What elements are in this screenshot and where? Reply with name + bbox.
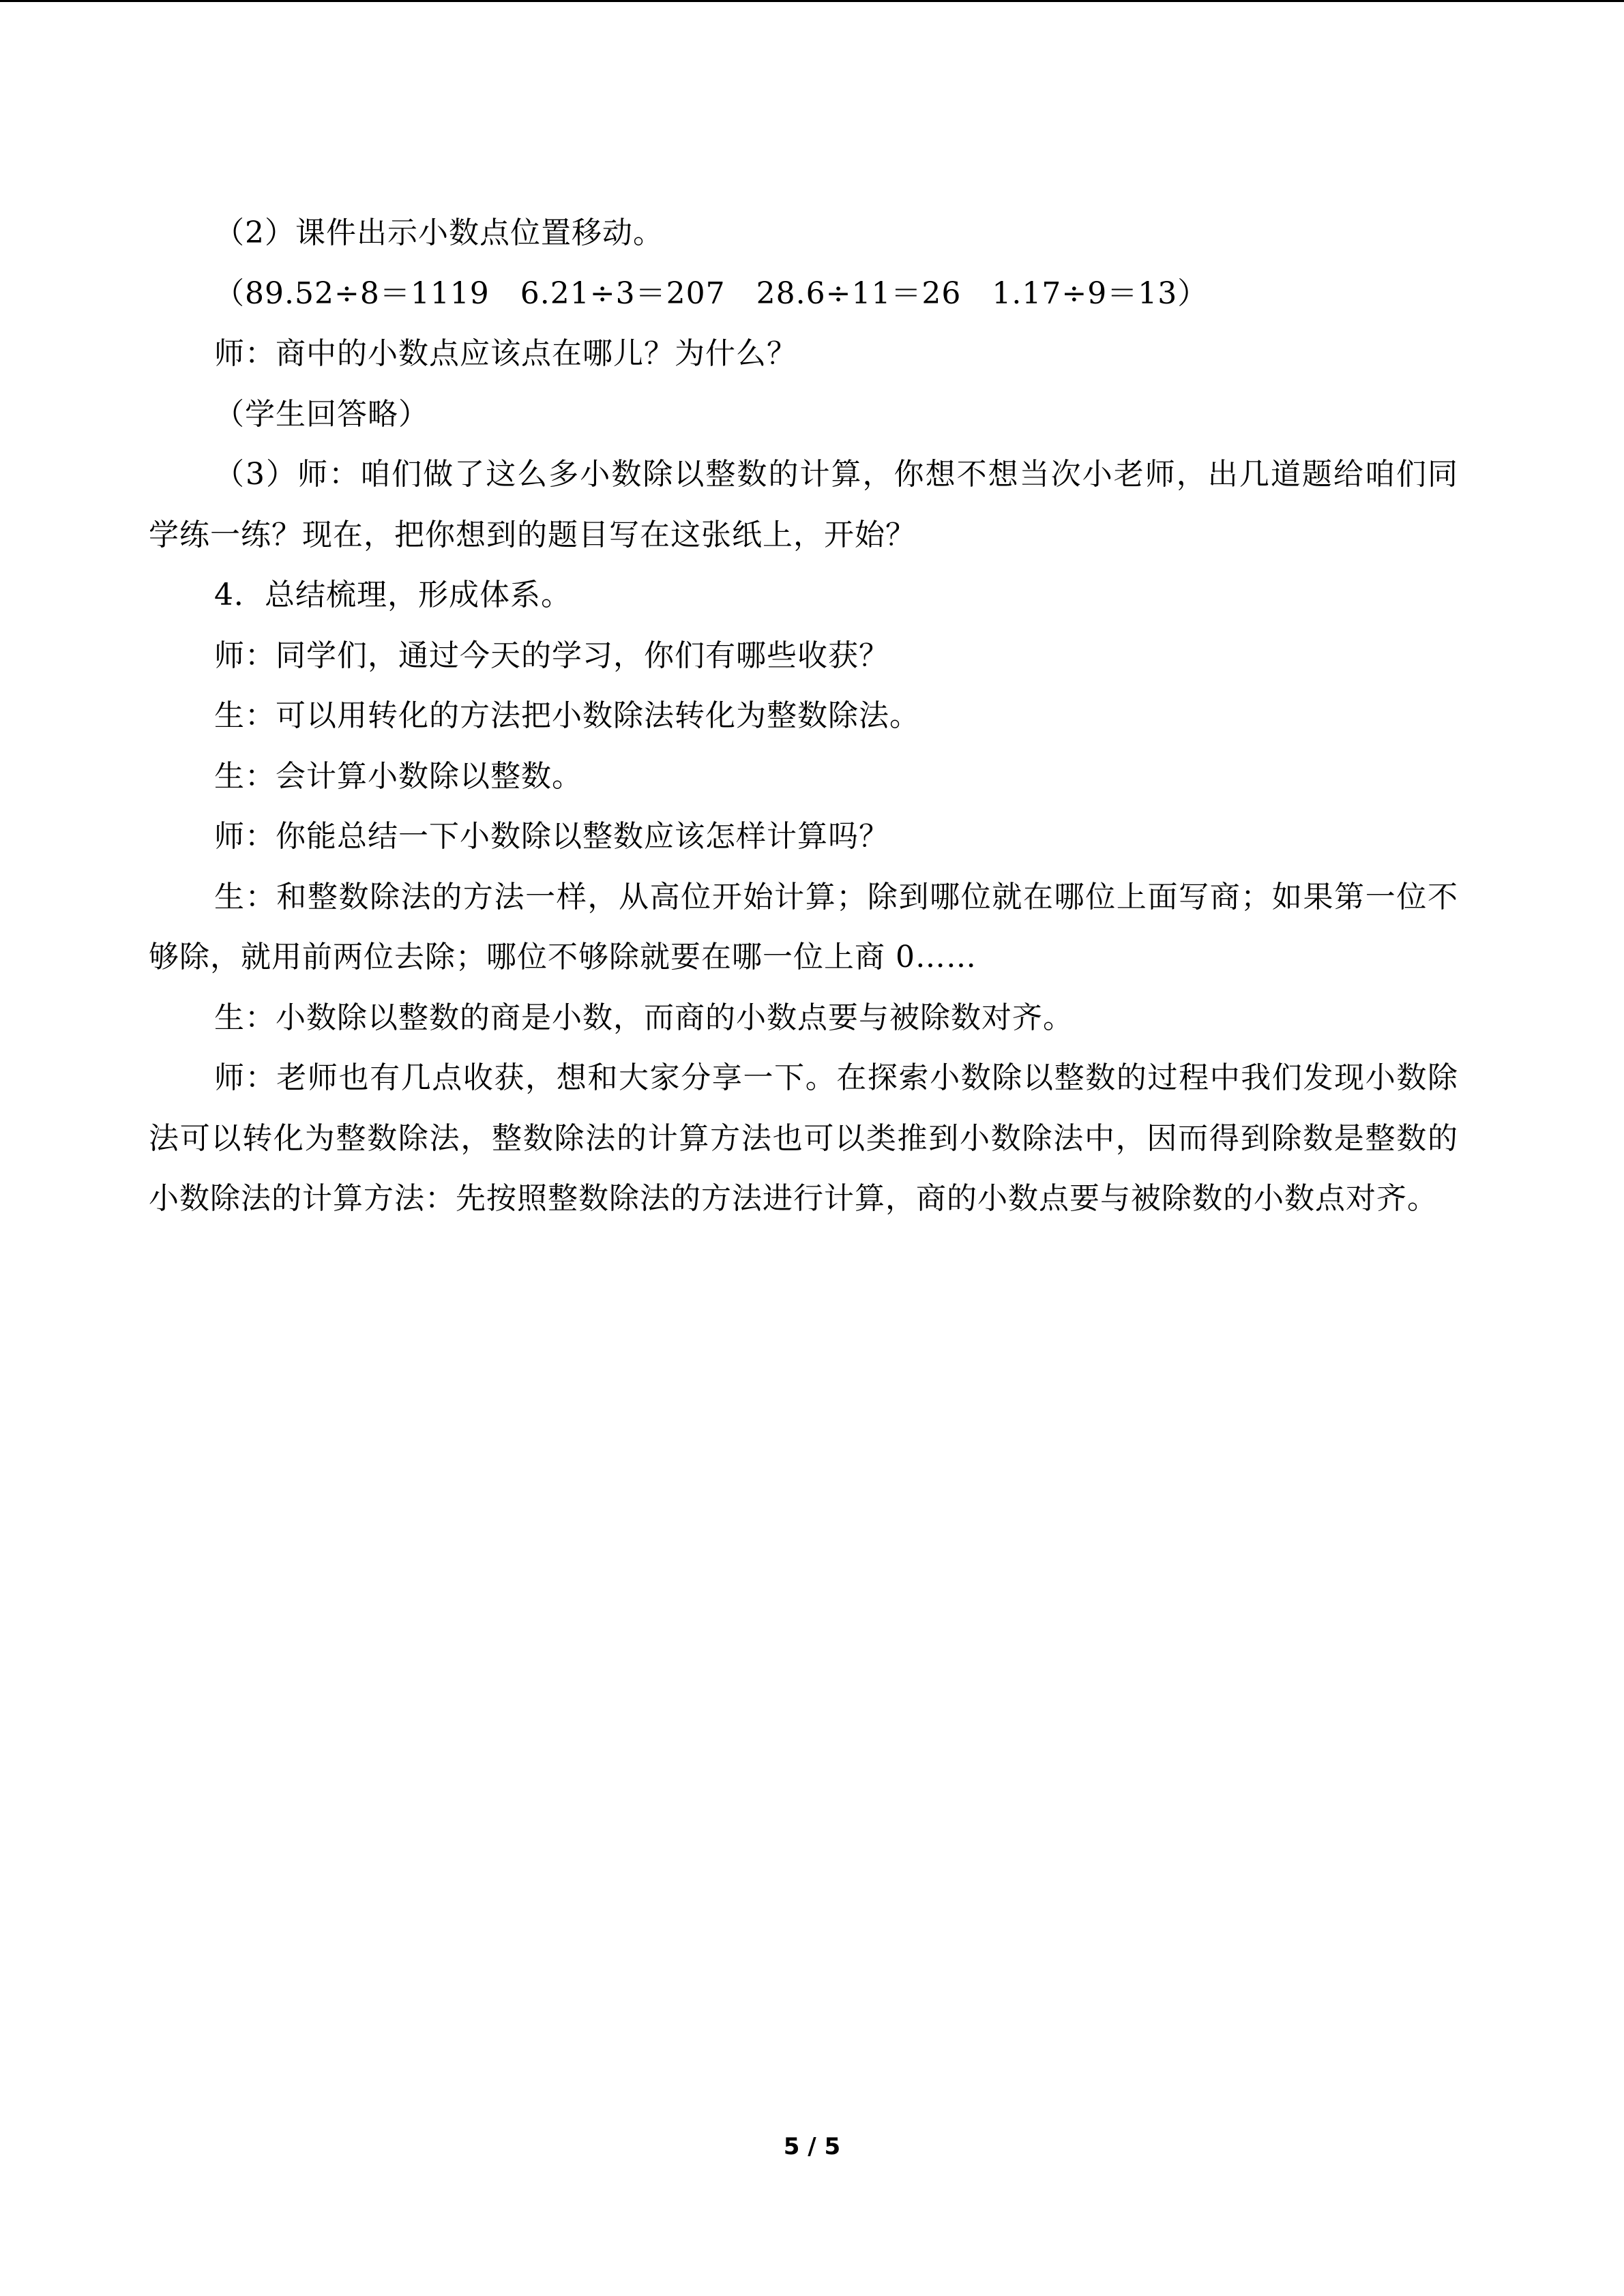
page-number: 5 / 5: [783, 2133, 841, 2160]
paragraph-teacher-harvest: 师：同学们，通过今天的学习，你们有哪些收获？: [214, 638, 889, 673]
top-border-line: [0, 0, 1624, 2]
paragraph-courseware-step: （2）课件出示小数点位置移动。: [214, 215, 664, 250]
paragraph-teacher-question: 师：商中的小数点应该点在哪儿？为什么？: [214, 336, 797, 371]
paragraph-student-answer-omitted: （学生回答略）: [214, 396, 429, 432]
paragraph-equations: （89.52÷8＝1119 6.21÷3＝207 28.6÷11＝26 1.17÷9＝13）: [214, 275, 1209, 311]
paragraph-student-conversion: 生：可以用转化的方法把小数除法转化为整数除法。: [214, 698, 920, 733]
document-body: [149, 203, 1458, 1229]
paragraph-student-method: 生：和整数除法的方法一样，从高位开始计算；除到哪位就在哪位上面写商；如果第一位不够除，就用前两位去除；哪位不够除就要在哪一位上商 0……: [149, 879, 1458, 974]
paragraph-student-decimal-point: 生：小数除以整数的商是小数，而商的小数点要与被除数对齐。: [214, 1000, 1074, 1035]
paragraph-teacher-conclusion: 师：老师也有几点收获，想和大家分享一下。在探索小数除以整数的过程中我们发现小数除法可以转化为整数除法，整数除法的计算方法也可以类推到小数除法中，因而得到除数是整数的小数除法的计算方法：先按照整数除法的方法进行计算，商的小数点要与被除数的小数点对齐。: [149, 1060, 1458, 1216]
paragraph-student-calculate: 生：会计算小数除以整数。: [214, 758, 582, 794]
paragraph-teacher-summarize: 师：你能总结一下小数除以整数应该怎样计算吗？: [214, 819, 889, 854]
paragraph-little-teacher: （3）师：咱们做了这么多小数除以整数的计算，你想不想当次小老师，出几道题给咱们同学练一练？现在，把你想到的题目写在这张纸上，开始？: [149, 457, 1458, 552]
paragraph-summary-heading: 4．总结梳理，形成体系。: [214, 578, 572, 612]
